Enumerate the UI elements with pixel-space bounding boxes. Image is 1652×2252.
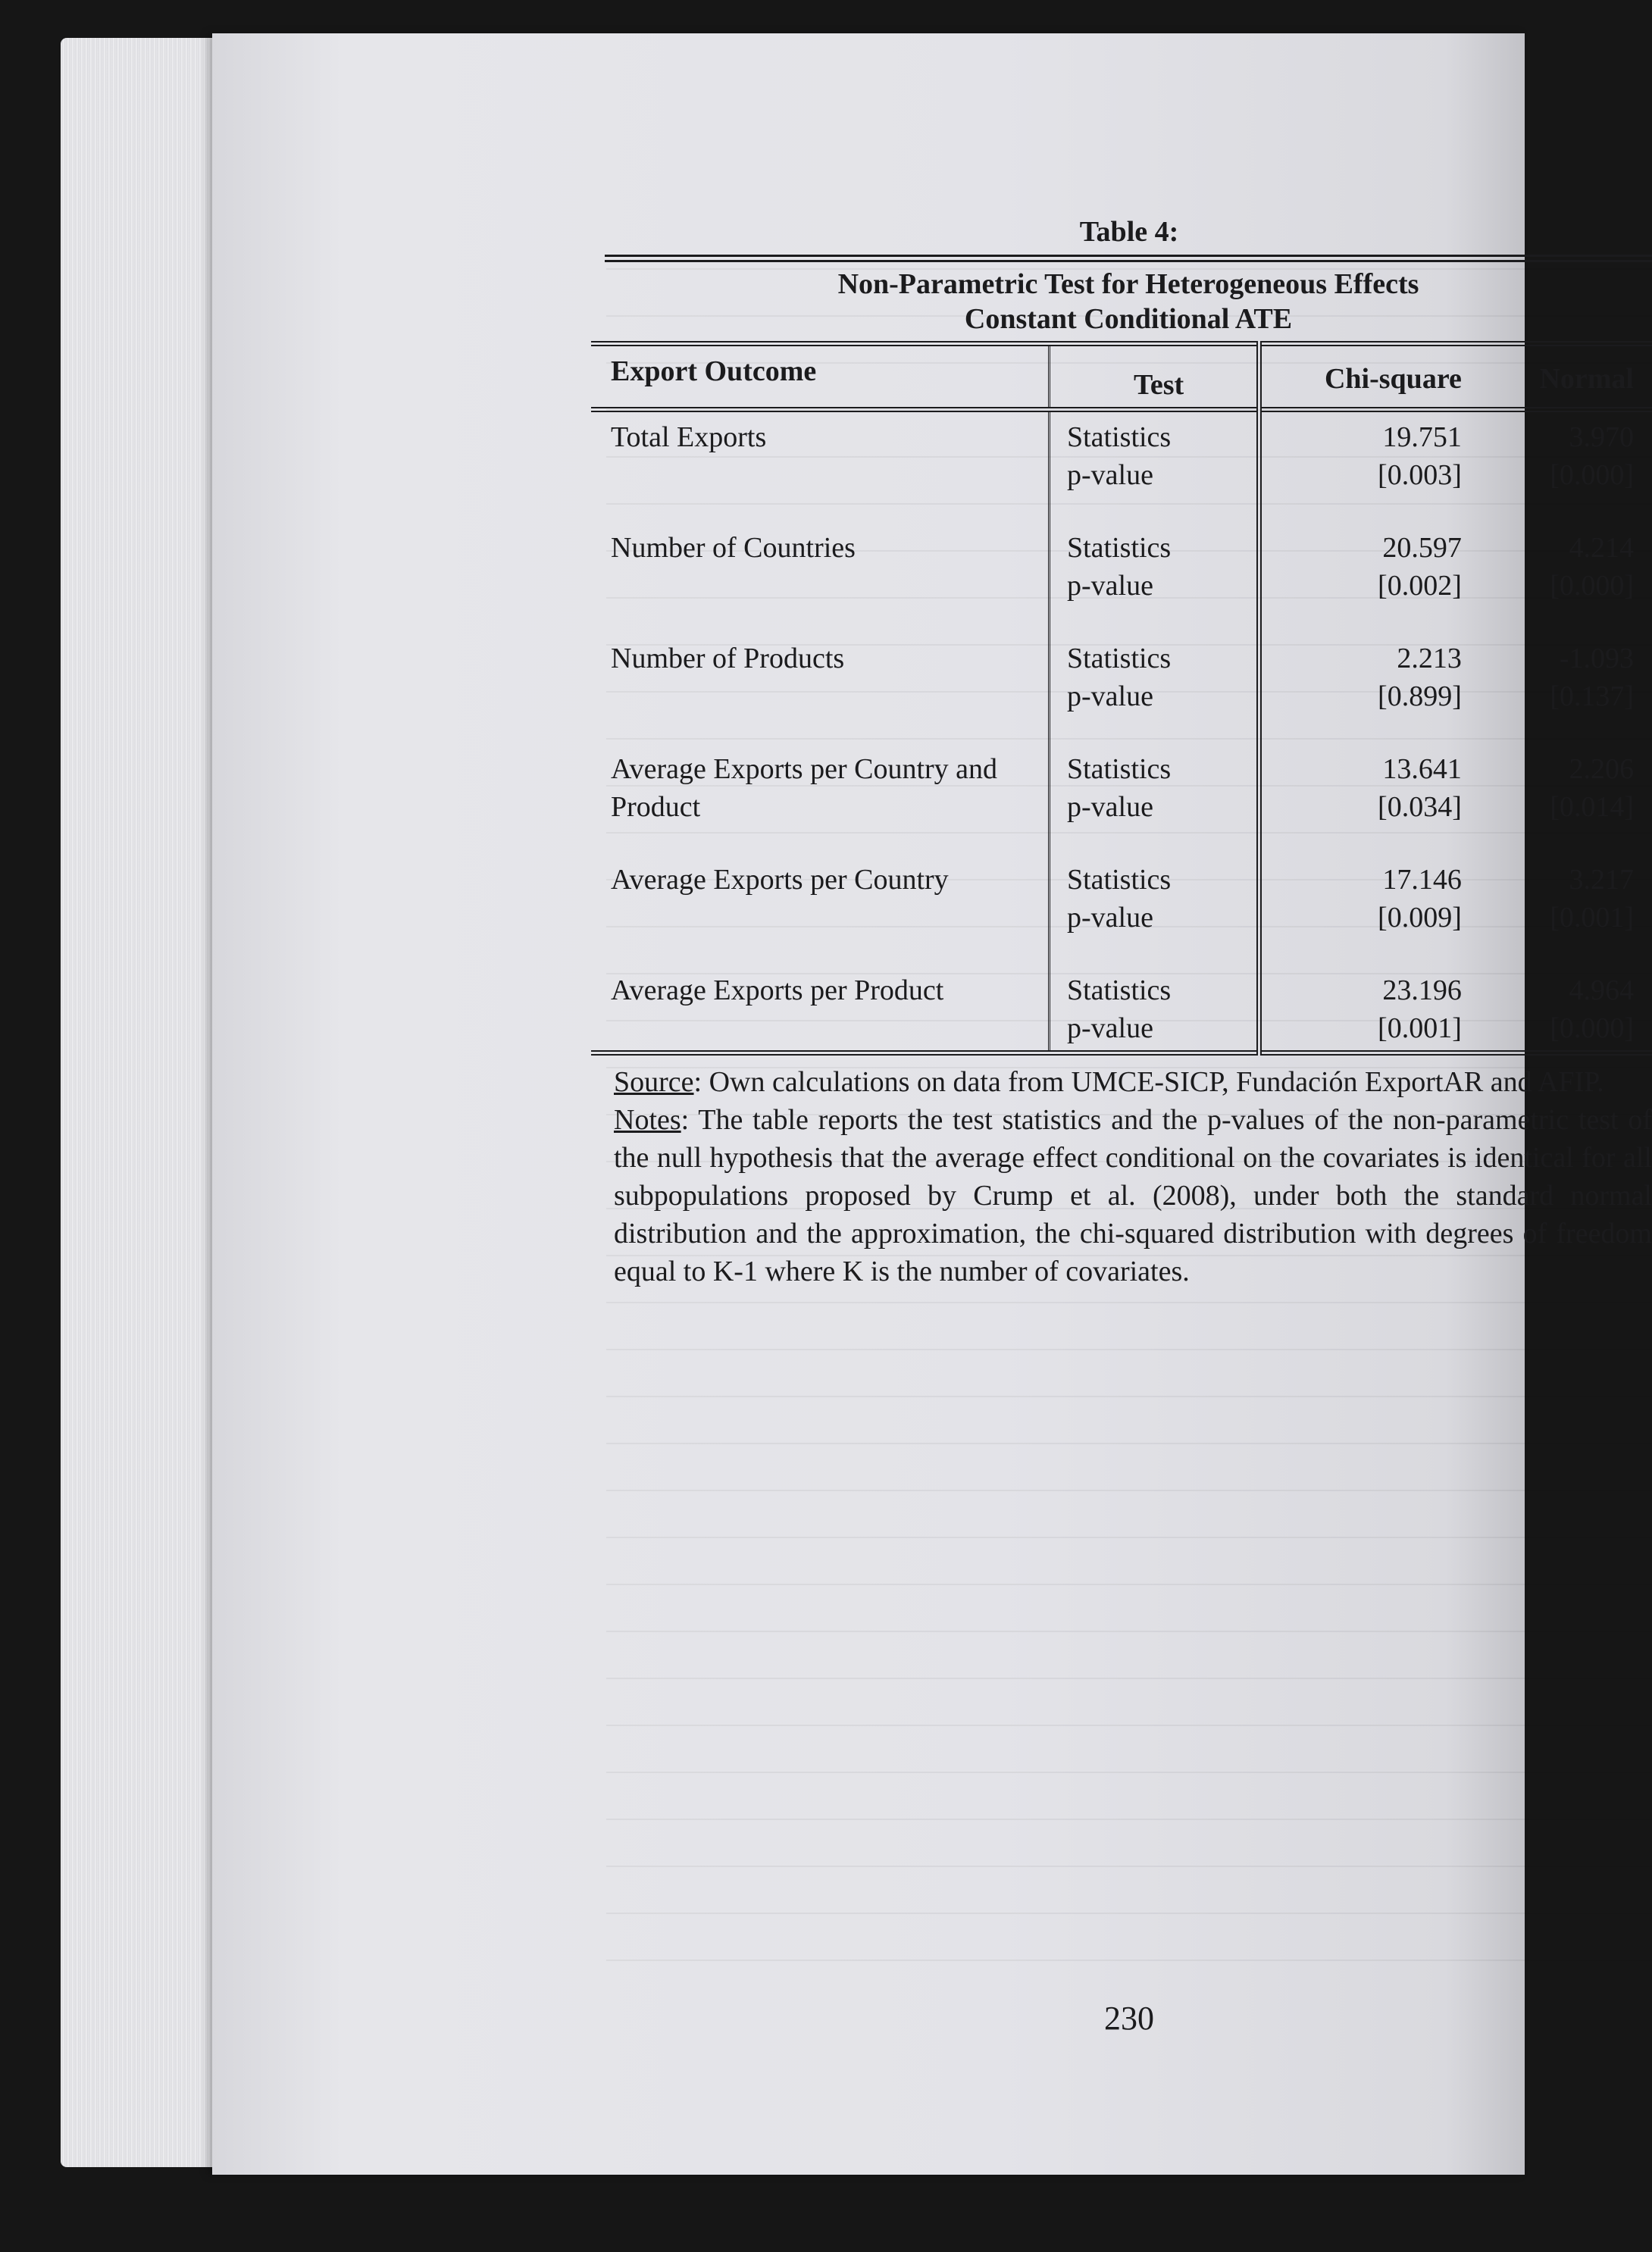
book-page bbox=[212, 33, 1652, 2175]
test-cell bbox=[1049, 633, 1259, 744]
test-cell bbox=[1049, 410, 1259, 524]
table-subtitles bbox=[605, 262, 1652, 341]
chi-square-pvalue: [0.001] bbox=[1378, 1012, 1462, 1044]
header-normal: Normal bbox=[1539, 363, 1634, 395]
chi-square-pvalue: [0.009] bbox=[1378, 902, 1462, 934]
header-export-outcome: Export Outcome bbox=[611, 355, 817, 387]
normal-pvalue: [0.014] bbox=[1550, 791, 1634, 823]
outcome-label-line-2: Product bbox=[611, 791, 701, 823]
normal-cell bbox=[1485, 410, 1652, 524]
table-row bbox=[591, 965, 1652, 1053]
chi-square-cell bbox=[1259, 523, 1485, 633]
book-page-edges bbox=[61, 38, 235, 2167]
normal-cell bbox=[1485, 965, 1652, 1053]
table-subtitle-2: Constant Conditional ATE bbox=[964, 303, 1293, 335]
outcome-label: Average Exports per Product bbox=[611, 974, 944, 1006]
test-statistics-label: Statistics bbox=[1066, 643, 1172, 674]
chi-square-cell bbox=[1259, 855, 1485, 965]
chi-square-pvalue: [0.899] bbox=[1378, 680, 1462, 712]
chi-square-cell bbox=[1259, 410, 1485, 524]
test-pvalue-label: p-value bbox=[1066, 791, 1153, 823]
source-text: : Own calculations on data from UMCE-SICP, Fundación ExportAR and AFIP. bbox=[693, 1066, 1604, 1098]
normal-statistic: 3.970 bbox=[1569, 421, 1634, 453]
chi-square-cell bbox=[1259, 633, 1485, 744]
chi-square-pvalue: [0.002] bbox=[1378, 570, 1462, 602]
outcome-label bbox=[591, 744, 1049, 855]
normal-pvalue: [0.000] bbox=[1550, 1012, 1634, 1044]
test-pvalue-label: p-value bbox=[1066, 570, 1153, 602]
normal-cell bbox=[1485, 523, 1652, 633]
table-row bbox=[591, 744, 1652, 855]
results-table bbox=[591, 341, 1652, 1056]
test-statistics-label: Statistics bbox=[1066, 421, 1172, 453]
normal-pvalue: [0.137] bbox=[1550, 680, 1634, 712]
outcome-label-line-1: Average Exports per Country and bbox=[611, 753, 998, 785]
chi-square-pvalue: [0.034] bbox=[1378, 791, 1462, 823]
normal-statistic: -1.093 bbox=[1559, 643, 1634, 674]
normal-statistic: 3.217 bbox=[1569, 864, 1634, 896]
outcome-label: Average Exports per Country bbox=[611, 864, 949, 896]
chi-square-cell bbox=[1259, 965, 1485, 1053]
test-statistics-label: Statistics bbox=[1066, 532, 1172, 564]
notes-label: Notes bbox=[614, 1104, 681, 1136]
normal-pvalue: [0.001] bbox=[1550, 902, 1634, 934]
table-row bbox=[591, 633, 1652, 744]
test-statistics-label: Statistics bbox=[1066, 753, 1172, 785]
normal-cell bbox=[1485, 855, 1652, 965]
header-test: Test bbox=[1049, 344, 1259, 410]
normal-statistic: 4.214 bbox=[1569, 532, 1634, 564]
header-chi-square: Chi-square bbox=[1324, 363, 1462, 395]
test-pvalue-label: p-value bbox=[1066, 902, 1153, 934]
outcome-label: Number of Countries bbox=[611, 532, 856, 564]
table-title: Table 4: bbox=[1079, 216, 1179, 248]
chi-square-statistic: 19.751 bbox=[1382, 421, 1462, 453]
table-row bbox=[591, 523, 1652, 633]
normal-cell bbox=[1485, 633, 1652, 744]
chi-square-pvalue: [0.003] bbox=[1378, 459, 1462, 491]
source-note bbox=[614, 1063, 1652, 1101]
test-cell bbox=[1049, 744, 1259, 855]
chi-square-statistic: 17.146 bbox=[1382, 864, 1462, 896]
normal-pvalue: [0.000] bbox=[1550, 570, 1634, 602]
table-row bbox=[591, 855, 1652, 965]
notes-text: : The table reports the test statistics and the p-values of the non-parametric test of the null hypothesis that the average effect conditional on the covariates is identical for all subpopulations proposed by Crump et al. (2008), under both the standard normal distribution and the approximation, the chi-squared distribution with degrees of freedom equal to K-1 where K is the number of covariates. bbox=[614, 1104, 1652, 1287]
chi-square-cell bbox=[1259, 744, 1485, 855]
notes-paragraph bbox=[614, 1101, 1652, 1290]
table-subtitle-1: Non-Parametric Test for Heterogeneous Effects bbox=[837, 268, 1419, 300]
test-statistics-label: Statistics bbox=[1066, 974, 1172, 1006]
normal-statistic: 4.964 bbox=[1569, 974, 1634, 1006]
chi-square-statistic: 2.213 bbox=[1397, 643, 1462, 674]
outcome-label: Number of Products bbox=[611, 643, 845, 674]
test-cell bbox=[1049, 855, 1259, 965]
test-cell bbox=[1049, 965, 1259, 1053]
normal-cell bbox=[1485, 744, 1652, 855]
normal-pvalue: [0.000] bbox=[1550, 459, 1634, 491]
table-notes bbox=[614, 1063, 1652, 1290]
chi-square-statistic: 20.597 bbox=[1382, 532, 1462, 564]
table-section bbox=[591, 215, 1652, 1290]
top-rule bbox=[605, 255, 1652, 262]
test-pvalue-label: p-value bbox=[1066, 1012, 1153, 1044]
table-row bbox=[591, 410, 1652, 524]
chi-square-statistic: 23.196 bbox=[1382, 974, 1462, 1006]
test-cell bbox=[1049, 523, 1259, 633]
header-row bbox=[591, 344, 1652, 410]
test-statistics-label: Statistics bbox=[1066, 864, 1172, 896]
outcome-label: Total Exports bbox=[611, 421, 767, 453]
test-pvalue-label: p-value bbox=[1066, 459, 1153, 491]
chi-square-statistic: 13.641 bbox=[1382, 753, 1462, 785]
page-number: 230 bbox=[1104, 2000, 1154, 2037]
normal-statistic: 2.206 bbox=[1569, 753, 1634, 785]
source-label: Source bbox=[614, 1066, 694, 1098]
test-pvalue-label: p-value bbox=[1066, 680, 1153, 712]
